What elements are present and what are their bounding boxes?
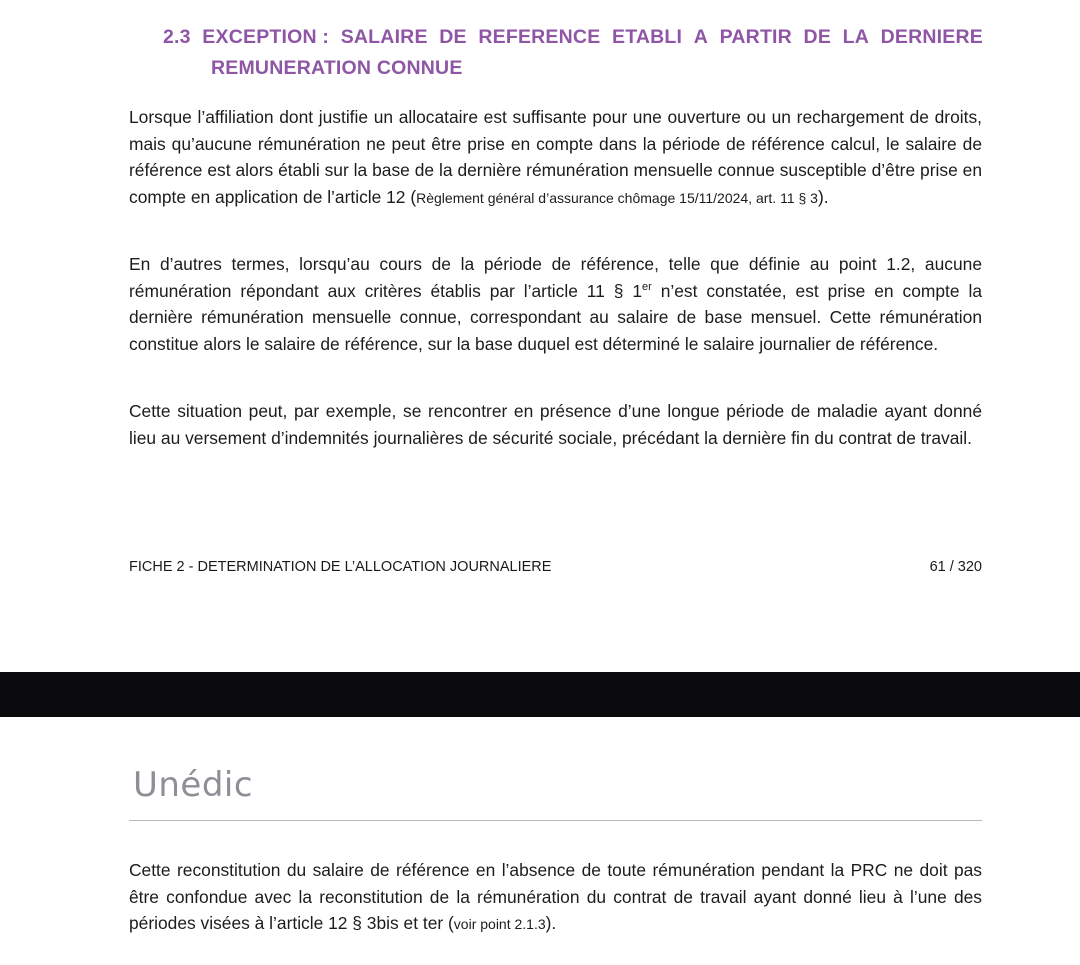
paragraph-1-end: ). [817, 186, 829, 207]
paragraph-2 [129, 251, 982, 357]
section-heading-line2: REMUNERATION CONNUE [211, 57, 463, 79]
paragraph-4-end: ). [545, 913, 557, 934]
header-rule [129, 820, 982, 821]
section-heading-line1 [163, 22, 983, 53]
heading-word: EXCEPTION : [202, 26, 330, 48]
heading-word: LA [842, 26, 870, 48]
footer-title: FICHE 2 - DETERMINATION DE L’ALLOCATION JOURNALIERE [129, 559, 552, 575]
heading-word: REFERENCE [478, 26, 601, 48]
paragraph-4 [129, 857, 982, 938]
paragraph-3: Cette situation peut, par exemple, se rencontrer en présence d’une longue période de maladie ayant donné lieu au versement d’indemnités journalières de sécurité sociale, précédant la dernière fin du contrat de travail. [129, 401, 982, 448]
paragraph-2-text-a: En d’autres termes, lorsqu’au cours de la période de référence, telle que définie au point 1.2, aucune rémunération répondant aux critères établis par l’article 11 § 1 [129, 254, 982, 301]
document-page-62 [0, 717, 1080, 965]
regulation-reference: Règlement général d’assurance chômage 15/11/2024, art. 11 § 3 [416, 189, 818, 206]
page-separator [0, 672, 1080, 717]
paragraph-1-text: Lorsque l’affiliation dont justifie un allocataire est suffisante pour une ouverture ou un rechargement de droits, mais qu’aucune rémunération ne peut être prise en compte dans la période de référence calcul, le salaire de référence est alors établi sur la base de la dernière rémunération mensuelle connue susceptible d’être prise en compte en application de l’article 12 ( [129, 107, 982, 207]
heading-word: DERNIERE [880, 26, 983, 48]
section-number: 2.3 [163, 26, 191, 48]
point-reference: voir point 2.1.3 [453, 916, 546, 933]
paragraph-1 [129, 104, 982, 211]
heading-word: A [693, 26, 709, 48]
heading-word: DE [803, 26, 832, 48]
paragraph-4-text: Cette reconstitution du salaire de référence en l’absence de toute rémunération pendant la PRC ne doit pas être confondue avec la reconstitution de la rémunération du contrat de travail ayant donné lieu à l’une des périodes visées à l’article 12 § 3bis et ter ( [129, 860, 982, 934]
heading-word: ETABLI [612, 26, 683, 48]
heading-word: DE [439, 26, 467, 48]
superscript-er: er [642, 280, 652, 293]
unedic-logo: Unédic [133, 765, 254, 805]
page-number: 61 / 320 [929, 559, 982, 575]
section-heading [163, 22, 983, 84]
paragraph-2-text-b: n’est constatée, est prise en compte la dernière rémunération mensuelle connue, correspondant au salaire de base mensuel. Cette rémunération constitue alors le salaire de référence, sur la base duquel est déterminé le salaire journalier de référence. [129, 280, 982, 354]
heading-word: SALAIRE [340, 26, 428, 48]
heading-word: PARTIR [719, 26, 792, 48]
